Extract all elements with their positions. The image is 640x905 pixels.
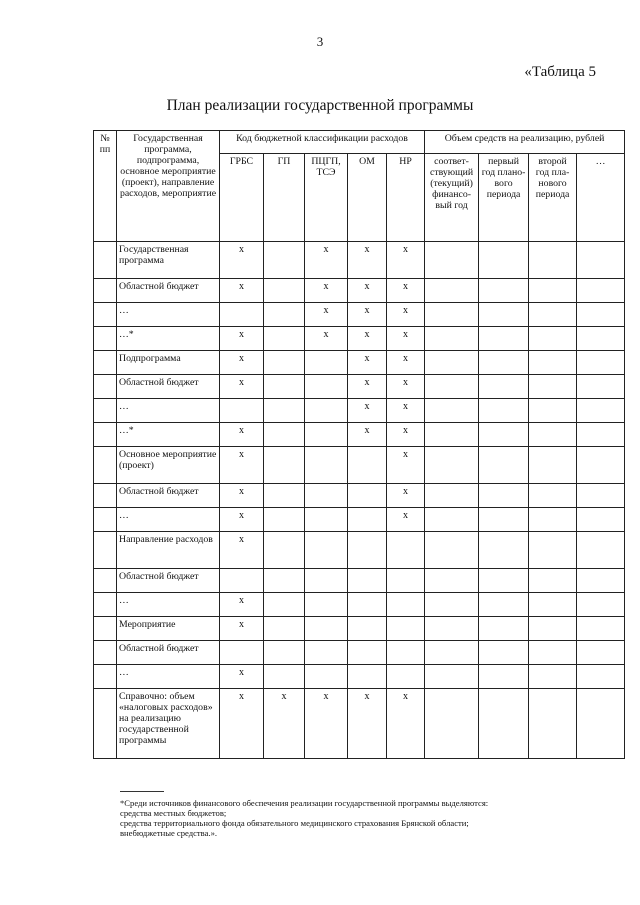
- funding-cell: [479, 351, 529, 375]
- code-cell: [348, 532, 387, 569]
- funding-cell: [479, 327, 529, 351]
- row-name-cell: …: [117, 593, 220, 617]
- code-cell: х: [387, 279, 425, 303]
- table-row: [94, 242, 625, 279]
- funding-cell: [577, 375, 625, 399]
- code-cell: [348, 447, 387, 484]
- code-cell: [348, 484, 387, 508]
- code-cell: [348, 665, 387, 689]
- table-row: [94, 327, 625, 351]
- plan-table: [93, 130, 625, 759]
- funding-cell: [479, 303, 529, 327]
- code-cell: х: [220, 532, 264, 569]
- row-name-cell: Основное мероприятие (проект): [117, 447, 220, 484]
- funding-cell: [529, 279, 577, 303]
- code-cell: [264, 641, 305, 665]
- code-cell: [305, 447, 348, 484]
- row-name-cell: Справочно: объем «налоговых расходов» на реализацию государственной программы: [117, 689, 220, 759]
- code-cell: х: [220, 617, 264, 641]
- code-cell: х: [264, 689, 305, 759]
- code-cell: х: [348, 279, 387, 303]
- code-cell: [387, 569, 425, 593]
- funding-cell: [479, 508, 529, 532]
- code-cell: х: [348, 242, 387, 279]
- funding-cell: [529, 242, 577, 279]
- header-period-second: второй год пла-нового периода: [529, 154, 577, 242]
- table-row: [94, 351, 625, 375]
- code-cell: х: [348, 351, 387, 375]
- funding-cell: [479, 593, 529, 617]
- code-cell: [305, 423, 348, 447]
- code-cell: [264, 617, 305, 641]
- row-name-cell: Областной бюджет: [117, 569, 220, 593]
- row-number-cell: [94, 508, 117, 532]
- code-cell: х: [348, 375, 387, 399]
- row-name-cell: Областной бюджет: [117, 375, 220, 399]
- code-cell: [264, 508, 305, 532]
- code-cell: х: [305, 303, 348, 327]
- code-cell: [305, 569, 348, 593]
- funding-cell: [577, 484, 625, 508]
- code-cell: [348, 508, 387, 532]
- code-cell: [305, 641, 348, 665]
- row-number-cell: [94, 617, 117, 641]
- code-cell: х: [387, 375, 425, 399]
- page-number: 3: [316, 34, 324, 49]
- funding-cell: [425, 689, 479, 759]
- code-cell: [305, 617, 348, 641]
- funding-cell: [529, 508, 577, 532]
- row-number-cell: [94, 303, 117, 327]
- code-cell: х: [348, 327, 387, 351]
- funding-cell: [577, 532, 625, 569]
- code-cell: х: [387, 508, 425, 532]
- header-period-more: …: [577, 154, 625, 242]
- header-period-first: первый год плано-вого периода: [479, 154, 529, 242]
- table-row: [94, 689, 625, 759]
- funding-cell: [577, 617, 625, 641]
- funding-cell: [425, 423, 479, 447]
- code-cell: х: [220, 351, 264, 375]
- code-cell: [264, 351, 305, 375]
- funding-cell: [425, 351, 479, 375]
- funding-cell: [529, 447, 577, 484]
- code-cell: х: [220, 447, 264, 484]
- funding-cell: [529, 641, 577, 665]
- table-row: [94, 484, 625, 508]
- funding-cell: [479, 399, 529, 423]
- funding-cell: [529, 532, 577, 569]
- funding-cell: [529, 327, 577, 351]
- row-name-cell: …: [117, 665, 220, 689]
- code-cell: х: [305, 689, 348, 759]
- funding-cell: [425, 532, 479, 569]
- funding-cell: [425, 279, 479, 303]
- code-cell: [387, 665, 425, 689]
- row-number-cell: [94, 423, 117, 447]
- funding-cell: [479, 532, 529, 569]
- header-code-gp: ГП: [264, 154, 305, 242]
- code-cell: х: [220, 242, 264, 279]
- header-number: № пп: [94, 131, 117, 242]
- code-cell: х: [220, 279, 264, 303]
- code-cell: [264, 375, 305, 399]
- row-number-cell: [94, 569, 117, 593]
- code-cell: [387, 593, 425, 617]
- code-cell: [264, 423, 305, 447]
- code-cell: [264, 399, 305, 423]
- code-cell: [387, 641, 425, 665]
- table-row: [94, 593, 625, 617]
- funding-cell: [425, 484, 479, 508]
- funding-cell: [479, 617, 529, 641]
- funding-cell: [479, 641, 529, 665]
- code-cell: х: [348, 423, 387, 447]
- funding-cell: [425, 303, 479, 327]
- table-row: [94, 532, 625, 569]
- document-title: План реализации государственной программы: [166, 97, 474, 114]
- code-cell: [305, 351, 348, 375]
- funding-cell: [425, 641, 479, 665]
- header-name: Государственная программа, подпрограмма, основное мероприятие (проект), направление расходов, мероприятие: [117, 131, 220, 242]
- row-number-cell: [94, 399, 117, 423]
- table-row: [94, 447, 625, 484]
- row-number-cell: [94, 447, 117, 484]
- funding-cell: [529, 593, 577, 617]
- code-cell: [348, 617, 387, 641]
- funding-cell: [529, 569, 577, 593]
- code-cell: [264, 484, 305, 508]
- funding-cell: [577, 641, 625, 665]
- code-cell: [305, 532, 348, 569]
- row-number-cell: [94, 484, 117, 508]
- funding-cell: [425, 569, 479, 593]
- code-cell: [305, 399, 348, 423]
- funding-cell: [577, 689, 625, 759]
- funding-cell: [529, 423, 577, 447]
- code-cell: х: [305, 242, 348, 279]
- funding-cell: [425, 327, 479, 351]
- code-cell: х: [220, 327, 264, 351]
- funding-cell: [479, 665, 529, 689]
- code-cell: [264, 665, 305, 689]
- funding-cell: [577, 242, 625, 279]
- row-number-cell: [94, 279, 117, 303]
- code-cell: х: [348, 689, 387, 759]
- code-cell: [264, 593, 305, 617]
- code-cell: [305, 665, 348, 689]
- row-name-cell: …*: [117, 327, 220, 351]
- code-cell: х: [387, 423, 425, 447]
- funding-cell: [425, 665, 479, 689]
- row-number-cell: [94, 641, 117, 665]
- funding-cell: [479, 447, 529, 484]
- code-cell: х: [220, 375, 264, 399]
- funding-cell: [529, 399, 577, 423]
- code-cell: [264, 532, 305, 569]
- row-number-cell: [94, 532, 117, 569]
- code-cell: [305, 508, 348, 532]
- funding-cell: [479, 569, 529, 593]
- funding-cell: [577, 327, 625, 351]
- footnote-line: внебюджетные средства.».: [120, 828, 218, 838]
- code-cell: х: [387, 484, 425, 508]
- funding-cell: [479, 375, 529, 399]
- code-cell: [220, 569, 264, 593]
- row-name-cell: …: [117, 399, 220, 423]
- code-cell: [264, 447, 305, 484]
- footnote-line: *Среди источников финансового обеспечения реализации государственной программы выделяются:: [120, 798, 489, 808]
- row-name-cell: …: [117, 303, 220, 327]
- funding-cell: [425, 593, 479, 617]
- table-label: «Таблица 5: [524, 64, 596, 80]
- code-cell: [305, 484, 348, 508]
- code-cell: х: [387, 351, 425, 375]
- code-cell: [220, 303, 264, 327]
- code-cell: [264, 327, 305, 351]
- table-row: [94, 665, 625, 689]
- row-number-cell: [94, 375, 117, 399]
- table-row: [94, 508, 625, 532]
- funding-cell: [479, 484, 529, 508]
- table-row: [94, 375, 625, 399]
- code-cell: [220, 399, 264, 423]
- code-cell: [305, 375, 348, 399]
- row-number-cell: [94, 689, 117, 759]
- funding-cell: [425, 617, 479, 641]
- funding-cell: [577, 665, 625, 689]
- code-cell: х: [220, 508, 264, 532]
- row-name-cell: …: [117, 508, 220, 532]
- table-row: [94, 641, 625, 665]
- funding-cell: [425, 447, 479, 484]
- row-name-cell: Областной бюджет: [117, 279, 220, 303]
- header-code-pcgp: ПЦГП, ТСЭ: [305, 154, 348, 242]
- code-cell: х: [220, 484, 264, 508]
- funding-cell: [577, 279, 625, 303]
- header-code-om: ОМ: [348, 154, 387, 242]
- code-cell: х: [387, 399, 425, 423]
- code-cell: [348, 641, 387, 665]
- header-code-nr: НР: [387, 154, 425, 242]
- code-cell: [264, 242, 305, 279]
- table-row: [94, 399, 625, 423]
- plan-table-body: [94, 242, 625, 759]
- code-cell: х: [348, 399, 387, 423]
- row-number-cell: [94, 327, 117, 351]
- funding-cell: [529, 375, 577, 399]
- header-budget-code-group: Код бюджетной классификации расходов: [220, 131, 425, 154]
- row-name-cell: Направление расходов: [117, 532, 220, 569]
- row-name-cell: Мероприятие: [117, 617, 220, 641]
- code-cell: х: [387, 303, 425, 327]
- footnotes: [120, 798, 580, 838]
- funding-cell: [425, 242, 479, 279]
- row-name-cell: …*: [117, 423, 220, 447]
- funding-cell: [425, 399, 479, 423]
- code-cell: [387, 617, 425, 641]
- header-funding-volume-group: Объем средств на реализацию, рублей: [425, 131, 625, 154]
- funding-cell: [529, 689, 577, 759]
- funding-cell: [577, 423, 625, 447]
- table-row: [94, 423, 625, 447]
- code-cell: [264, 279, 305, 303]
- funding-cell: [577, 569, 625, 593]
- code-cell: [264, 303, 305, 327]
- row-name-cell: Подпрограмма: [117, 351, 220, 375]
- footnote-line: средства местных бюджетов;: [120, 808, 227, 818]
- funding-cell: [529, 665, 577, 689]
- code-cell: х: [387, 689, 425, 759]
- table-row: [94, 279, 625, 303]
- code-cell: х: [220, 423, 264, 447]
- code-cell: х: [305, 279, 348, 303]
- funding-cell: [577, 593, 625, 617]
- table-row: [94, 617, 625, 641]
- funding-cell: [577, 399, 625, 423]
- row-name-cell: Областной бюджет: [117, 641, 220, 665]
- funding-cell: [529, 484, 577, 508]
- footnote-line: средства территориального фонда обязательного медицинского страхования Брянской области;: [120, 818, 469, 828]
- row-number-cell: [94, 242, 117, 279]
- row-name-cell: Областной бюджет: [117, 484, 220, 508]
- code-cell: х: [220, 689, 264, 759]
- funding-cell: [425, 508, 479, 532]
- funding-cell: [479, 423, 529, 447]
- funding-cell: [529, 303, 577, 327]
- code-cell: х: [387, 327, 425, 351]
- row-number-cell: [94, 665, 117, 689]
- code-cell: х: [220, 593, 264, 617]
- code-cell: х: [305, 327, 348, 351]
- code-cell: х: [348, 303, 387, 327]
- funding-cell: [479, 279, 529, 303]
- header-period-current: соответ-ствующий (текущий) финансо-вый год: [425, 154, 479, 242]
- row-number-cell: [94, 593, 117, 617]
- funding-cell: [577, 351, 625, 375]
- code-cell: [264, 569, 305, 593]
- footnote-divider: [120, 791, 164, 792]
- code-cell: [220, 641, 264, 665]
- header-code-grbs: ГРБС: [220, 154, 264, 242]
- row-number-cell: [94, 351, 117, 375]
- row-name-cell: Государственная программа: [117, 242, 220, 279]
- funding-cell: [425, 375, 479, 399]
- funding-cell: [577, 303, 625, 327]
- code-cell: х: [387, 242, 425, 279]
- code-cell: х: [220, 665, 264, 689]
- funding-cell: [577, 508, 625, 532]
- table-row: [94, 303, 625, 327]
- code-cell: х: [387, 447, 425, 484]
- table-row: [94, 569, 625, 593]
- funding-cell: [479, 242, 529, 279]
- funding-cell: [529, 617, 577, 641]
- code-cell: [305, 593, 348, 617]
- funding-cell: [577, 447, 625, 484]
- code-cell: [348, 569, 387, 593]
- code-cell: [387, 532, 425, 569]
- funding-cell: [479, 689, 529, 759]
- code-cell: [348, 593, 387, 617]
- funding-cell: [529, 351, 577, 375]
